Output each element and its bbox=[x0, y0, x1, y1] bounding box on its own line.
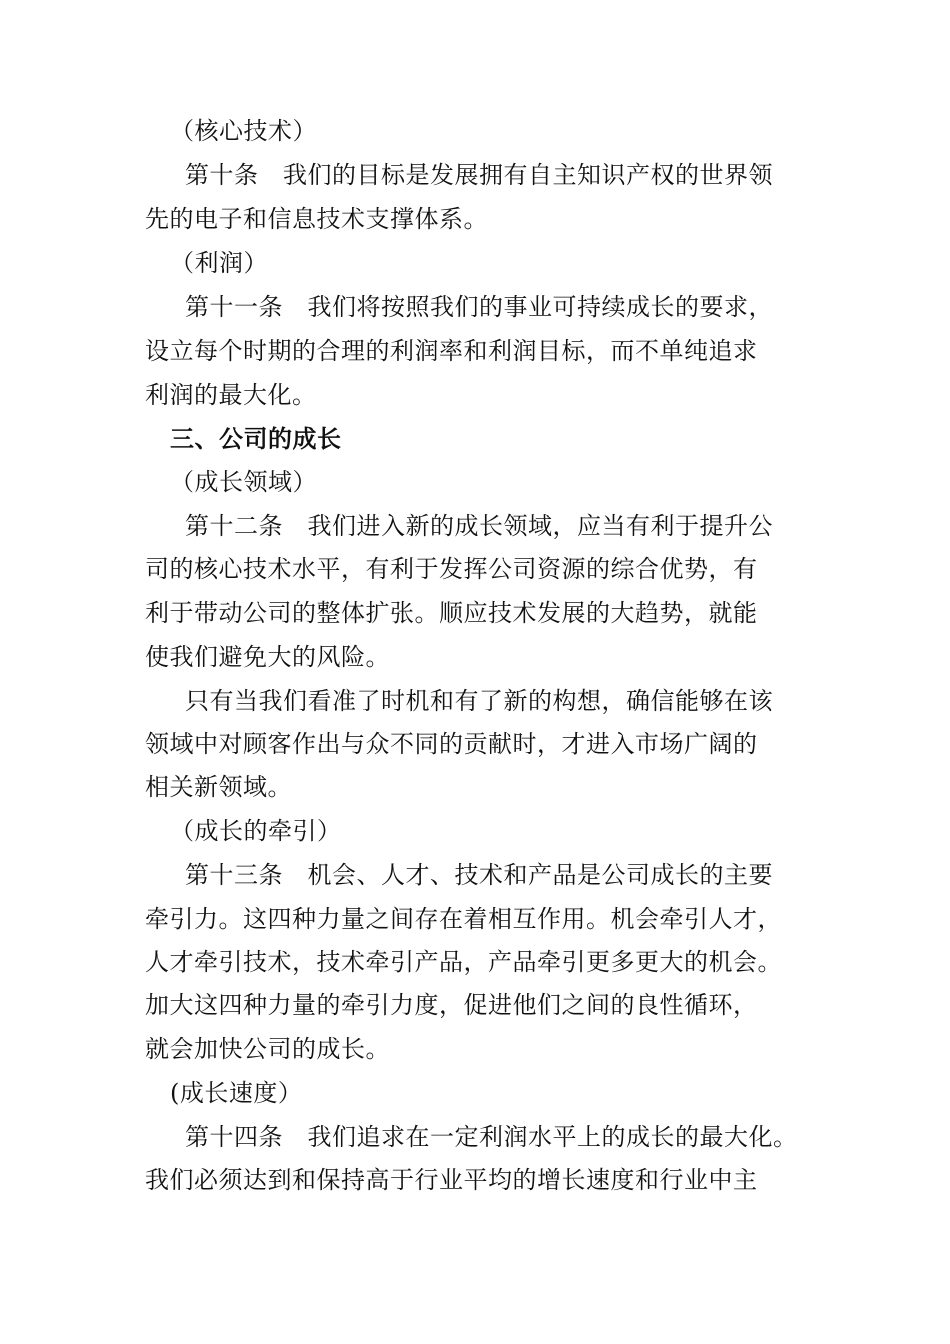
article-13-line-5: 就会加快公司的成长。 bbox=[145, 1035, 390, 1063]
article-13-line-4: 加大这四种力量的牵引力度，促进他们之间的良性循环， bbox=[145, 991, 758, 1019]
article-12-line-3: 利于带动公司的整体扩张。顺应技术发展的大趋势，就能 bbox=[145, 599, 758, 627]
article-11-line-3: 利润的最大化。 bbox=[145, 381, 317, 409]
article-13-line-3: 人才牵引技术，技术牵引产品，产品牵引更多更大的机会。 bbox=[145, 948, 782, 976]
article-13-line-2: 牵引力。这四种力量之间存在着相互作用。机会牵引人才， bbox=[145, 905, 782, 933]
subheading-growth-speed: (成长速度） bbox=[170, 1079, 303, 1107]
article-12-line-4: 使我们避免大的风险。 bbox=[145, 643, 390, 671]
article-10-line-1: 第十条 我们的目标是发展拥有自主知识产权的世界领 bbox=[185, 161, 773, 189]
article-11-line-2: 设立每个时期的合理的利润率和利润目标，而不单纯追求 bbox=[145, 337, 758, 365]
article-12-line-1: 第十二条 我们进入新的成长领域，应当有利于提升公 bbox=[185, 512, 773, 540]
subheading-growth-area: （成长领域） bbox=[170, 468, 317, 496]
article-11-line-1: 第十一条 我们将按照我们的事业可持续成长的要求， bbox=[185, 293, 773, 321]
article-14-line-1: 第十四条 我们追求在一定利润水平上的成长的最大化。 bbox=[185, 1123, 798, 1151]
paragraph-2-line-3: 相关新领域。 bbox=[145, 773, 292, 801]
article-12-line-2: 司的核心技术水平，有利于发挥公司资源的综合优势，有 bbox=[145, 555, 758, 583]
subheading-growth-traction: （成长的牵引） bbox=[170, 817, 342, 845]
section-heading-growth: 三、公司的成长 bbox=[170, 424, 342, 453]
article-13-line-1: 第十三条 机会、人才、技术和产品是公司成长的主要 bbox=[185, 861, 773, 889]
paragraph-2-line-2: 领域中对顾客作出与众不同的贡献时，才进入市场广阔的 bbox=[145, 730, 758, 758]
subheading-core-technology: （核心技术） bbox=[170, 117, 317, 145]
paragraph-2-line-1: 只有当我们看准了时机和有了新的构想，确信能够在该 bbox=[185, 687, 773, 715]
article-10-line-2: 先的电子和信息技术支撑体系。 bbox=[145, 205, 488, 233]
subheading-profit: （利润） bbox=[170, 249, 268, 277]
article-14-line-2: 我们必须达到和保持高于行业平均的增长速度和行业中主 bbox=[145, 1166, 758, 1194]
